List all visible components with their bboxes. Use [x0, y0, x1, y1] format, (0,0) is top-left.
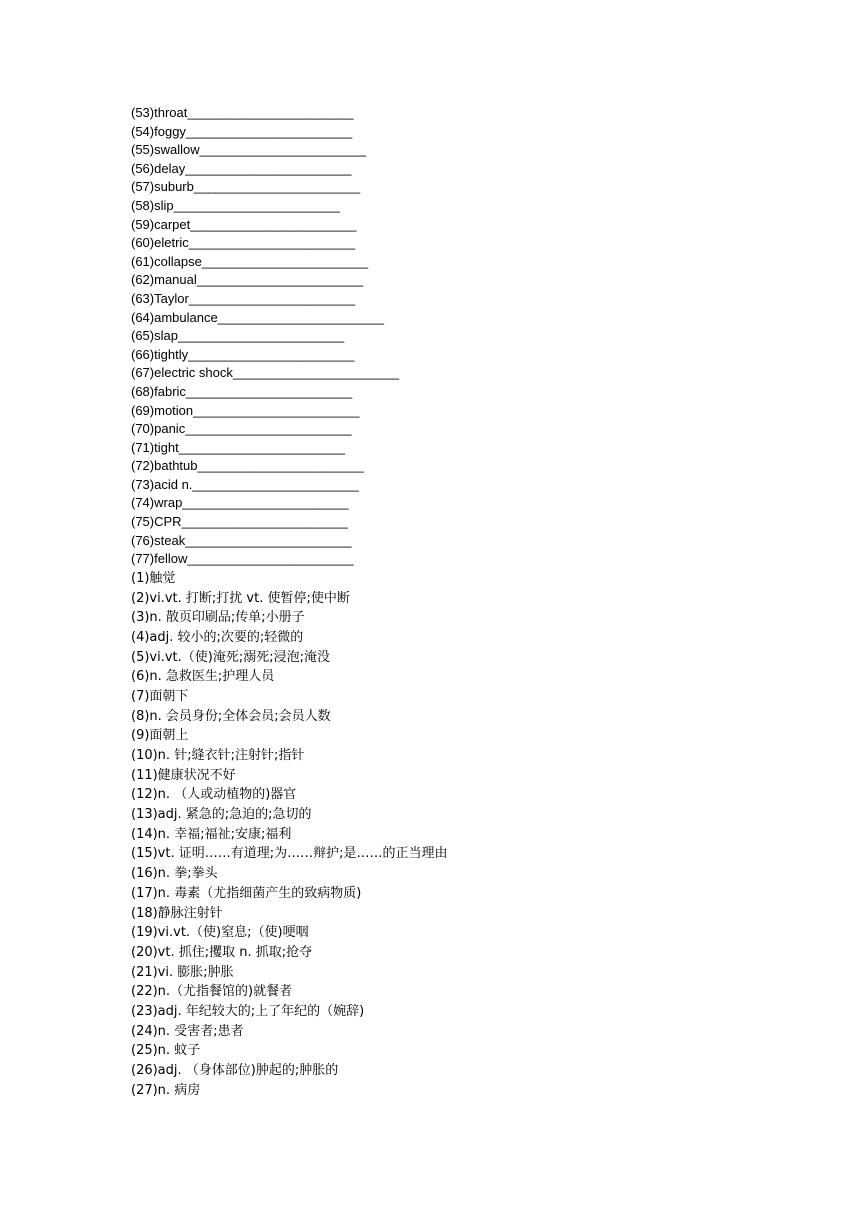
definition-item-11: (11)健康状况不好: [131, 767, 236, 783]
vocab-item-73: (73)acid n._______________________: [131, 476, 359, 492]
definition-item-5: (5)vi.vt.（使)淹死;溺死;浸泡;淹没: [131, 649, 330, 665]
definition-item-25: (25)n. 蚊子: [131, 1043, 201, 1059]
definition-item-14: (14)n. 幸福;福祉;安康;福利: [131, 826, 292, 842]
definition-item-21: (21)vi. 膨胀;肿胀: [131, 964, 234, 980]
definition-item-9: (9)面朝上: [131, 728, 189, 744]
vocab-item-61: (61)collapse_______________________: [131, 253, 369, 269]
definition-item-8: (8)n. 会员身份;全体会员;会员人数: [131, 708, 331, 724]
definition-item-3: (3)n. 散页印刷品;传单;小册子: [131, 610, 305, 626]
definition-item-15: (15)vt. 证明……有道理;为……辩护;是……的正当理由: [131, 846, 448, 862]
definition-list: [131, 569, 811, 1101]
vocab-item-63: (63)Taylor_______________________: [131, 290, 356, 306]
definition-item-4: (4)adj. 较小的;次要的;轻微的: [131, 629, 304, 645]
vocab-item-66: (66)tightly_______________________: [131, 346, 355, 362]
vocab-item-56: (56)delay_______________________: [131, 160, 352, 176]
vocab-item-70: (70)panic_______________________: [131, 421, 352, 437]
definition-item-22: (22)n.（尤指餐馆的)就餐者: [131, 984, 293, 1000]
vocab-item-54: (54)foggy_______________________: [131, 123, 353, 139]
vocab-item-72: (72)bathtub_______________________: [131, 458, 364, 474]
vocab-item-67: (67)electric shock_______________________: [131, 365, 400, 381]
vocab-item-71: (71)tight_______________________: [131, 439, 345, 455]
definition-item-26: (26)adj. （身体部位)肿起的;肿胀的: [131, 1063, 339, 1079]
vocab-blank-list: [131, 104, 811, 569]
definition-item-13: (13)adj. 紧急的;急迫的;急切的: [131, 807, 312, 823]
definition-item-18: (18)静脉注射针: [131, 905, 223, 921]
definition-item-19: (19)vi.vt.（使)窒息;（使)哽咽: [131, 925, 309, 941]
vocab-item-64: (64)ambulance_______________________: [131, 309, 385, 325]
definition-item-17: (17)n. 毒素（尤指细菌产生的致病物质): [131, 885, 362, 901]
worksheet-page: [131, 104, 811, 1100]
definition-item-7: (7)面朝下: [131, 688, 189, 704]
vocab-item-58: (58)slip_______________________: [131, 197, 340, 213]
vocab-item-77: (77)fellow_______________________: [131, 551, 354, 567]
vocab-item-62: (62)manual_______________________: [131, 272, 364, 288]
definition-item-12: (12)n. （人或动植物的)器官: [131, 787, 297, 803]
vocab-item-55: (55)swallow_______________________: [131, 142, 366, 158]
vocab-item-57: (57)suburb_______________________: [131, 179, 361, 195]
definition-item-27: (27)n. 病房: [131, 1082, 201, 1098]
vocab-item-53: (53)throat_______________________: [131, 105, 354, 120]
vocab-item-65: (65)slap_______________________: [131, 328, 345, 344]
definition-item-10: (10)n. 针;缝衣针;注射针;指针: [131, 748, 305, 764]
definition-item-2: (2)vi.vt. 打断;打扰 vt. 使暂停;使中断: [131, 590, 350, 606]
vocab-item-59: (59)carpet_______________________: [131, 216, 357, 232]
definition-item-23: (23)adj. 年纪较大的;上了年纪的（婉辞): [131, 1003, 365, 1019]
vocab-item-76: (76)steak_______________________: [131, 532, 352, 548]
vocab-item-68: (68)fabric_______________________: [131, 383, 353, 399]
vocab-item-60: (60)eletric_______________________: [131, 235, 356, 251]
vocab-item-74: (74)wrap_______________________: [131, 495, 349, 511]
definition-item-24: (24)n. 受害者;患者: [131, 1023, 244, 1039]
definition-item-16: (16)n. 拳;拳头: [131, 866, 218, 882]
definition-item-20: (20)vt. 抓住;攫取 n. 抓取;抢夺: [131, 944, 313, 960]
definition-item-6: (6)n. 急救医生;护理人员: [131, 669, 275, 685]
vocab-item-75: (75)CPR_______________________: [131, 514, 348, 530]
vocab-item-69: (69)motion_______________________: [131, 402, 360, 418]
definition-item-1: (1)触觉: [131, 570, 176, 586]
